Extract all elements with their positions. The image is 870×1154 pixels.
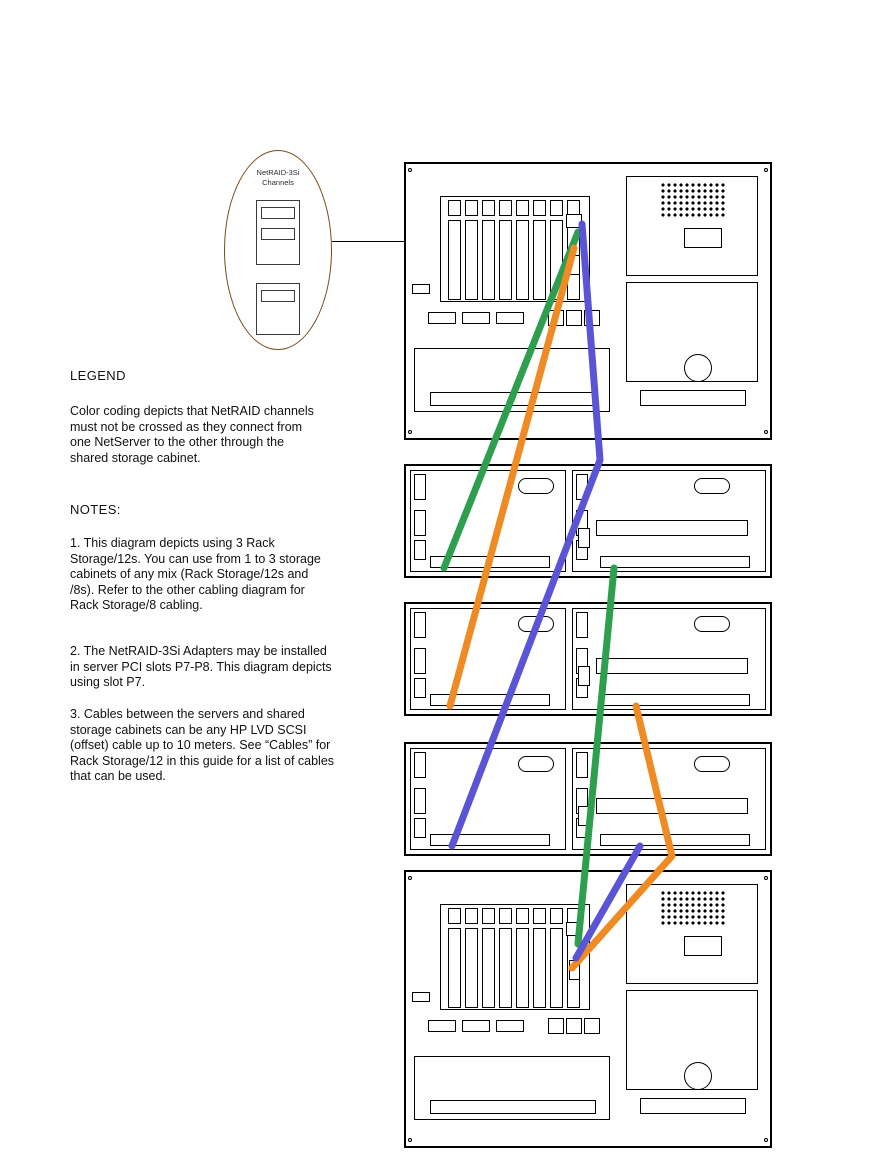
bottom-server-screw-tr (764, 876, 768, 880)
top-server-slot-2 (465, 220, 478, 300)
storage-2-right-bracket (576, 612, 588, 638)
top-server-io-port-2 (462, 312, 490, 324)
bottom-server-slot-4 (499, 928, 512, 1008)
legend-title: LEGEND (70, 368, 126, 383)
top-server-slot-6 (533, 220, 546, 300)
top-server-slot-tab-1 (448, 200, 461, 216)
notes-title: NOTES: (70, 502, 121, 517)
storage-1-left-bracket-3 (414, 540, 426, 560)
bottom-server-vent-1 (660, 890, 726, 926)
bottom-server-io-port-6 (584, 1018, 600, 1034)
storage-3-module-bar (596, 798, 748, 814)
bottom-server-slot-tab-3 (482, 908, 495, 924)
bottom-server-netraid-adapter (566, 922, 582, 936)
bottom-server-io-port-5 (566, 1018, 582, 1034)
top-server-slot-tab-6 (533, 200, 546, 216)
bottom-server-screw-bl (408, 1138, 412, 1142)
top-server-slot-4 (499, 220, 512, 300)
storage-3-left-bracket (414, 752, 426, 778)
bottom-server-slot-5 (516, 928, 529, 1008)
netraid-callout-label (224, 168, 332, 188)
storage-2-scsi-port-right (694, 616, 730, 632)
top-server-screw-tl (408, 168, 412, 172)
bottom-server-io-port-1 (428, 1020, 456, 1032)
top-server-psu-connector-1 (684, 228, 722, 248)
storage-3-left-bracket-2 (414, 788, 426, 814)
storage-1-scsi-port-left (518, 478, 554, 494)
bottom-server-side-port (412, 992, 430, 1002)
bottom-server-screw-tl (408, 876, 412, 880)
bottom-server-slot-7 (550, 928, 563, 1008)
bottom-server-screw-br (764, 1138, 768, 1142)
storage-2-connector-right (600, 694, 750, 706)
bottom-server-slot-tab-6 (533, 908, 546, 924)
bottom-server-slot-tab-5 (516, 908, 529, 924)
callout-label-line2: Channels (262, 178, 294, 187)
top-server-side-port (412, 284, 430, 294)
storage-3-right-bracket (576, 752, 588, 778)
top-server-screw-bl (408, 430, 412, 434)
top-server-screw-br (764, 430, 768, 434)
bottom-server-rear-bar (640, 1098, 746, 1114)
storage-3-connector-left (430, 834, 550, 846)
bottom-server-slot-6 (533, 928, 546, 1008)
top-server-io-port-6 (584, 310, 600, 326)
callout-channel-connector-2 (261, 228, 295, 240)
storage-1-connector-right (600, 556, 750, 568)
storage-3-scsi-port-right (694, 756, 730, 772)
top-server-netraid-adapter (566, 214, 582, 228)
top-server-slot-tab-2 (465, 200, 478, 216)
top-server-fan-1 (684, 354, 712, 382)
storage-3-scsi-port-left (518, 756, 554, 772)
storage-1-module-bar (596, 520, 748, 536)
top-server-slot-7 (550, 220, 563, 300)
storage-2-left-bracket (414, 612, 426, 638)
storage-1-scsi-port-right (694, 478, 730, 494)
top-server-slot-3 (482, 220, 495, 300)
storage-1-switch (578, 528, 590, 548)
bottom-server-slot-3 (482, 928, 495, 1008)
top-server-slot-tab-4 (499, 200, 512, 216)
storage-3-left-bracket-3 (414, 818, 426, 838)
storage-2-module-bar (596, 658, 748, 674)
callout-channel-connector-1 (261, 207, 295, 219)
callout-channel-connector-3 (261, 290, 295, 302)
bottom-server-netraid-channel-connector (569, 960, 580, 980)
top-server-vent-1 (660, 182, 726, 218)
storage-3-switch (578, 806, 590, 826)
storage-2-scsi-port-left (518, 616, 554, 632)
top-server-slot-tab-5 (516, 200, 529, 216)
bottom-server-io-port-4 (548, 1018, 564, 1034)
bottom-server-slot-tab-2 (465, 908, 478, 924)
top-server-slot-tab-3 (482, 200, 495, 216)
bottom-server-io-port-2 (462, 1020, 490, 1032)
top-server-io-port-4 (548, 310, 564, 326)
bottom-server-fan-1 (684, 1062, 712, 1090)
bottom-server-slot-tab-7 (550, 908, 563, 924)
note-item-1: 1. This diagram depicts using 3 Rack Storage/12s. You can use from 1 to 3 storage cabinets of any mix (Rack Storage/12s and /8s). Refer to the other cabling diagram for Rack Storage/8 cabling. (70, 536, 321, 612)
top-server-io-port-3 (496, 312, 524, 324)
bottom-server-io-port-3 (496, 1020, 524, 1032)
bottom-server-slot-tab-4 (499, 908, 512, 924)
bottom-server-psu-connector-1 (684, 936, 722, 956)
top-server-slot-tab-7 (550, 200, 563, 216)
top-server-screw-tr (764, 168, 768, 172)
storage-2-left-bracket-2 (414, 648, 426, 674)
callout-label-line1: NetRAID-3Si (256, 168, 300, 177)
top-server-slot-1 (448, 220, 461, 300)
top-server-io-port-1 (428, 312, 456, 324)
top-server-lower-handle (430, 392, 596, 406)
storage-2-connector-left (430, 694, 550, 706)
legend-body: Color coding depicts that NetRAID channels must not be crossed as they connect from one NetServer to the other through the shared storage cabinet. (70, 404, 314, 465)
note-item-3: 3. Cables between the servers and shared storage cabinets can be any HP LVD SCSI (offset) cable up to 10 meters. See “Cables” for Rack Storage/12 in this guide for a list of cables that can be used. (70, 707, 335, 783)
top-server-slot-5 (516, 220, 529, 300)
storage-2-left-bracket-3 (414, 678, 426, 698)
top-server-netraid-channel-connector (569, 255, 580, 275)
bottom-server-slot-2 (465, 928, 478, 1008)
bottom-server-lower-handle (430, 1100, 596, 1114)
storage-3-connector-right (600, 834, 750, 846)
storage-1-connector-left (430, 556, 550, 568)
storage-1-left-bracket-2 (414, 510, 426, 536)
storage-1-right-bracket (576, 474, 588, 500)
bottom-server-slot-1 (448, 928, 461, 1008)
storage-1-left-bracket (414, 474, 426, 500)
note-item-2: 2. The NetRAID-3Si Adapters may be installed in server PCI slots P7-P8. This diagram depicts using slot P7. (70, 644, 332, 689)
top-server-rear-bar (640, 390, 746, 406)
bottom-server-slot-tab-1 (448, 908, 461, 924)
storage-2-switch (578, 666, 590, 686)
top-server-io-port-5 (566, 310, 582, 326)
